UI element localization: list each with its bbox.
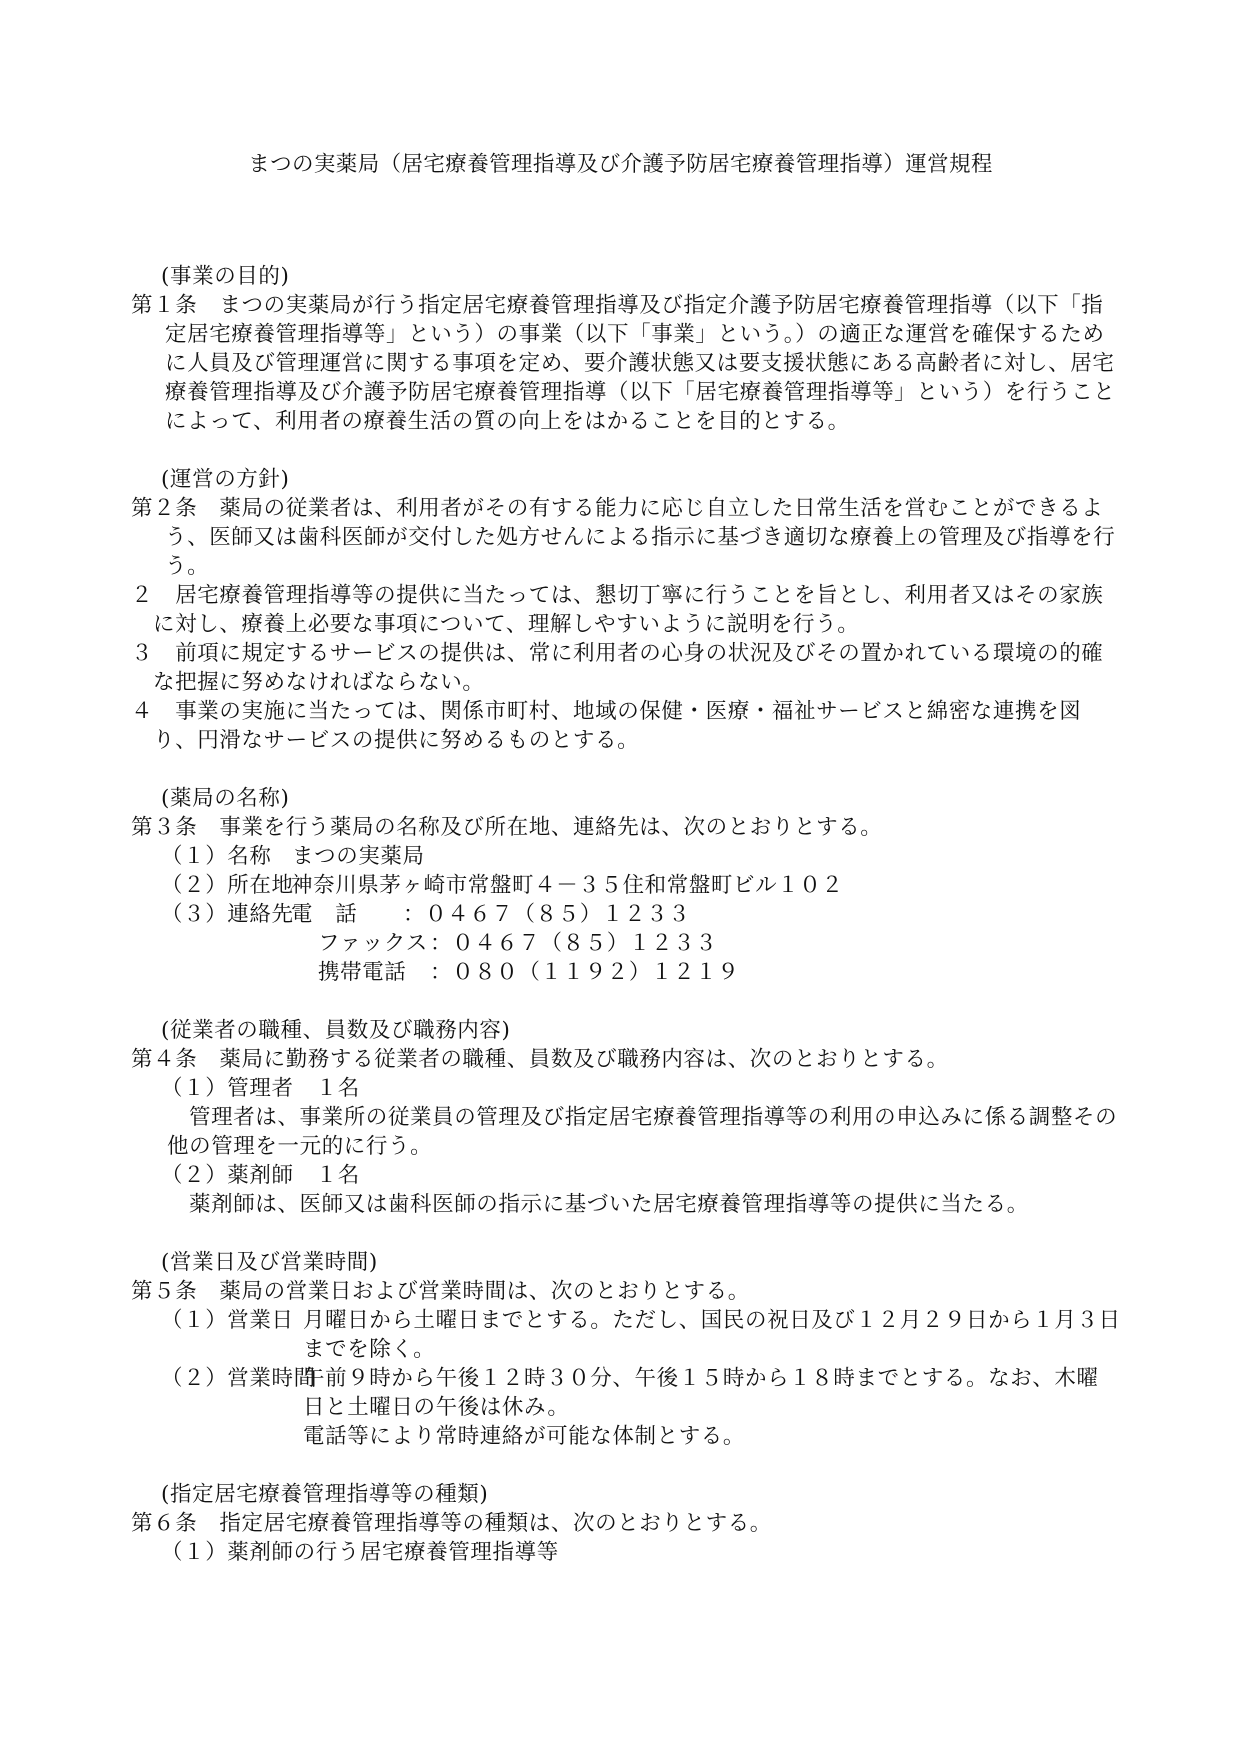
article-text: 第５条 薬局の営業日および営業時間は、次のとおりとする。 bbox=[131, 1279, 750, 1304]
business-hours: 午前９時から午後１２時３０分、午後１５時から１８時までとする。なお、木曜日と土曜日の午後は休み。 bbox=[303, 1366, 1099, 1420]
article-1 bbox=[131, 262, 1121, 436]
document-title: まつの実薬局（居宅療養管理指導及び介護予防居宅療養管理指導）運営規程 bbox=[248, 152, 993, 177]
article-heading: (営業日及び営業時間) bbox=[161, 1250, 378, 1275]
staff-description: 管理者は、事業所の従業員の管理及び指定居宅療養管理指導等の利用の申込みに係る調整その他の管理を一元的に行う。 bbox=[167, 1105, 1118, 1159]
pharmacy-address: 神奈川県茅ヶ崎市常盤町４－３５住和常盤町ビル１０２ bbox=[291, 873, 844, 898]
article-paragraph: ２ 居宅療養管理指導等の提供に当たっては、懇切丁寧に行うことを旨とし、利用者又はその家族に対し、療養上必要な事項について、理解しやすいように説明を行う。 bbox=[131, 583, 1104, 637]
business-days-row bbox=[131, 1306, 1121, 1364]
staff-item: （２）薬剤師 １名 bbox=[161, 1163, 360, 1188]
business-days: 月曜日から土曜日までとする。ただし、国民の祝日及び１２月２９日から１月３日までを除く。 bbox=[303, 1308, 1121, 1362]
fax-number: ：０４６７（８５）１２３３ bbox=[430, 931, 718, 956]
article-2 bbox=[131, 465, 1121, 755]
tel-number: ：０４６７（８５）１２３３ bbox=[403, 902, 691, 927]
field-label: （１）営業日 bbox=[161, 1308, 294, 1333]
document-body bbox=[131, 262, 1121, 1567]
mobile-label: 携帯電話 bbox=[318, 960, 407, 985]
contact-tel-row bbox=[131, 900, 1121, 929]
article-text: 第６条 指定居宅療養管理指導等の種類は、次のとおりとする。 bbox=[131, 1511, 772, 1536]
contact-mobile-row bbox=[131, 958, 1121, 987]
article-paragraph: ３ 前項に規定するサービスの提供は、常に利用者の心身の状況及びその置かれている環境の的確な把握に努めなければならない。 bbox=[131, 641, 1104, 695]
tel-label: 電 話 bbox=[291, 902, 358, 927]
field-label: （３）連絡先 bbox=[161, 902, 294, 927]
article-text: 第３条 事業を行う薬局の名称及び所在地、連絡先は、次のとおりとする。 bbox=[131, 815, 883, 840]
article-heading: (指定居宅療養管理指導等の種類) bbox=[161, 1482, 489, 1507]
article-heading: (従業者の職種、員数及び職務内容) bbox=[161, 1018, 511, 1043]
field-label: （１）名称 bbox=[161, 844, 272, 869]
business-hours-row bbox=[131, 1364, 1121, 1422]
staff-description: 薬剤師は、医師又は歯科医師の指示に基づいた居宅療養管理指導等の提供に当たる。 bbox=[189, 1192, 1029, 1217]
fax-label: ファックス bbox=[318, 931, 428, 956]
pharmacy-address-row bbox=[131, 871, 1121, 900]
pharmacy-name: まつの実薬局 bbox=[292, 844, 425, 869]
article-heading: (薬局の名称) bbox=[161, 786, 290, 811]
field-label: （２）所在地 bbox=[161, 873, 294, 898]
article-heading: (事業の目的) bbox=[161, 264, 290, 289]
article-heading: (運営の方針) bbox=[161, 467, 290, 492]
business-hours-note: 電話等により常時連絡が可能な体制とする。 bbox=[303, 1424, 746, 1449]
article-text: 第１条 まつの実薬局が行う指定居宅療養管理指導及び指定介護予防居宅療養管理指導（以下「指定居宅療養管理指導等」という）の事業（以下「事業」という。）の適正な運営を確保するために人員及び管理運営に関する事項を定め、要介護状態又は要支援状態にある高齢者に対し、居宅療養管理指導及び介護予防居宅療養管理指導（以下「居宅療養管理指導等」という）を行うことによって、利用者の療養生活の質の向上をはかることを目的とする。 bbox=[131, 293, 1116, 434]
article-paragraph: ４ 事業の実施に当たっては、関係市町村、地域の保健・医療・福祉サービスと綿密な連携を図り、円滑なサービスの提供に努めるものとする。 bbox=[131, 699, 1082, 753]
article-text: 第２条 薬局の従業者は、利用者がその有する能力に応じ自立した日常生活を営むことができるよう、医師又は歯科医師が交付した処方せんによる指示に基づき適切な療養上の管理及び指導を行う。 bbox=[131, 496, 1116, 579]
service-type-item: （１）薬剤師の行う居宅療養管理指導等 bbox=[161, 1540, 559, 1565]
article-5 bbox=[131, 1248, 1121, 1451]
staff-item: （１）管理者 １名 bbox=[161, 1076, 360, 1101]
article-4 bbox=[131, 1016, 1121, 1219]
field-label: （２）営業時間 bbox=[161, 1366, 316, 1391]
mobile-number: ：０８０（１１９２）１２１９ bbox=[430, 960, 740, 985]
article-text: 第４条 薬局に勤務する従業者の職種、員数及び職務内容は、次のとおりとする。 bbox=[131, 1047, 949, 1072]
article-6 bbox=[131, 1480, 1121, 1567]
article-3 bbox=[131, 784, 1121, 987]
contact-fax-row bbox=[131, 929, 1121, 958]
pharmacy-name-row bbox=[131, 842, 1121, 871]
